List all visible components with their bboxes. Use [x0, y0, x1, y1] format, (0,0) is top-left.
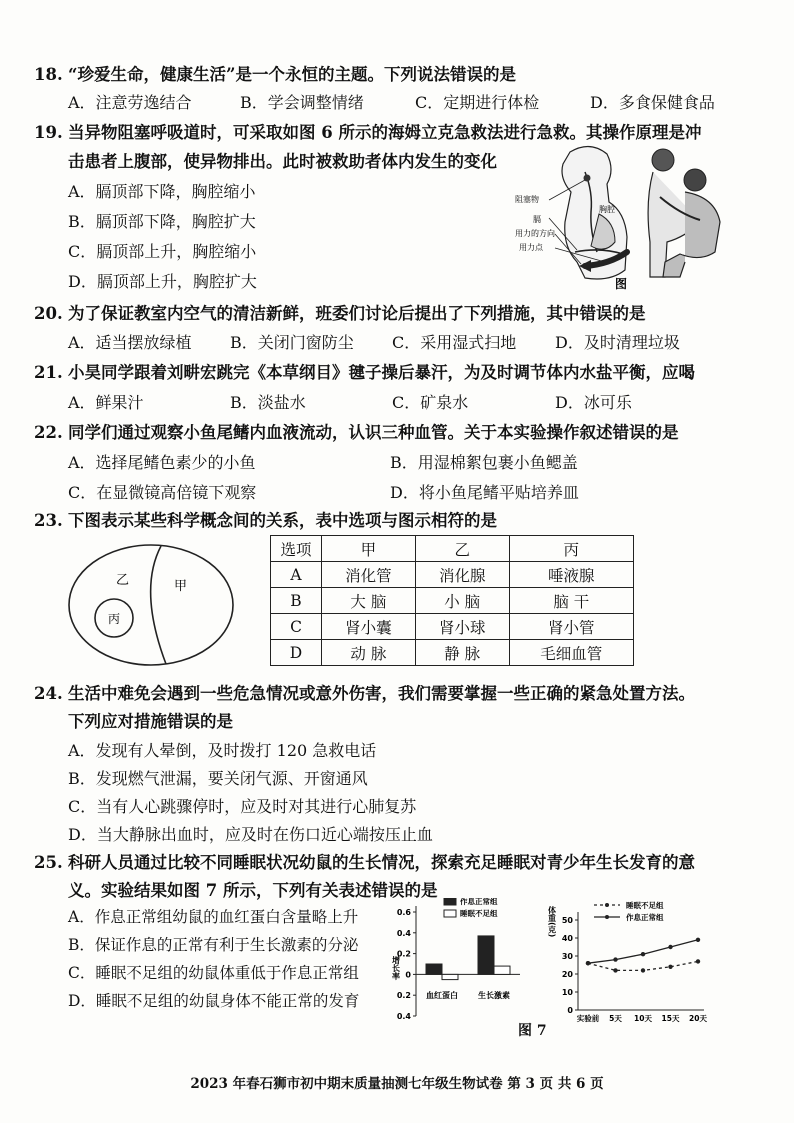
q19-option-c: C．膈顶部上升，胸腔缩小 [68, 242, 257, 261]
table-cell: 小 脑 [415, 588, 509, 614]
q19-option-d: D．膈顶部上升，胸腔扩大 [68, 272, 257, 291]
q24-option-a: A．发现有人晕倒，及时拨打 120 急救电话 [68, 741, 377, 760]
table-header-row [271, 536, 634, 562]
fig6-label-force-point: 用力点 [519, 243, 543, 252]
legend-marker [605, 915, 609, 919]
question-25-stem-2: 义。实验结果如图 7 所示，下列有关表述错误的是 [68, 881, 438, 900]
q22-option-d: D．将小鱼尾鳍平贴培养皿 [390, 483, 579, 502]
table-cell: B [271, 588, 322, 614]
table-row [271, 562, 634, 588]
x-tick-label: 实验前 [576, 1014, 600, 1023]
y-tick-label: 10 [561, 988, 573, 997]
q18-option-b: B．学会调整情绪 [240, 93, 364, 112]
question-19: 19. 当异物阻塞呼吸道时，可采取如图 6 所示的海姆立克急救法进行急救。其操作原理是冲 [34, 123, 702, 142]
figure-7-bar-chart [388, 898, 528, 1028]
y-tick-label: 0.4 [396, 1012, 411, 1021]
q21-option-d: D．冰可乐 [555, 393, 632, 412]
bar [494, 966, 510, 974]
table-cell: 脑 干 [509, 588, 633, 614]
figure-7-line-chart [548, 898, 708, 1028]
y-tick-label: 0.6 [396, 908, 411, 917]
q19-option-b: B．膈顶部下降，胸腔扩大 [68, 212, 256, 231]
fig6-label-blockage: 阻塞物 [515, 195, 539, 204]
data-point [696, 959, 700, 963]
table-header: 乙 [415, 536, 509, 562]
q20-option-b: B．关闭门窗防尘 [230, 333, 354, 352]
legend-label: 睡眠不足组 [626, 901, 664, 910]
table-cell: 静 脉 [415, 640, 509, 666]
venn-label-jia: 甲 [174, 579, 188, 594]
y-tick-label: 30 [561, 952, 573, 961]
q20-option-d: D．及时清理垃圾 [555, 333, 680, 352]
question-18: 18. “珍爱生命，健康生活”是一个永恒的主题。下列说法错误的是 [34, 65, 516, 84]
question-22-stem: 同学们通过观察小鱼尾鳍内血液流动，认识三种血管。关于本实验操作叙述错误的是 [67, 423, 679, 442]
table-header: 甲 [322, 536, 416, 562]
y-tick-label: 0.2 [396, 949, 411, 959]
venn-diagram [66, 540, 236, 670]
q24-option-d: D．当大静脉出血时，应及时在伤口近心端按压止血 [68, 825, 433, 844]
question-20: 20. 为了保证教室内空气的清洁新鲜，班委们讨论后提出了下列措施，其中错误的是 [34, 304, 646, 323]
question-19-stem-1: 当异物阻塞呼吸道时，可采取如图 6 所示的海姆立克急救法进行急救。其操作原理是冲 [67, 123, 702, 142]
question-24-stem-2: 下列应对措施错误的是 [68, 712, 233, 731]
x-tick-label: 生长激素 [478, 991, 510, 1001]
question-19-stem-2: 击患者上腹部，使异物排出。此时被救助者体内发生的变化 [68, 152, 497, 171]
q25-option-d: D．睡眠不足组的幼鼠身体不能正常的发育 [68, 992, 360, 1010]
q25-option-c: C．睡眠不足组的幼鼠体重低于作息正常组 [68, 964, 359, 982]
fig6-label-chest: 胸腔 [599, 205, 615, 214]
question-24-stem-1: 生活中难免会遇到一些危急情况或意外伤害，我们需要掌握一些正确的紧急处置方法。 [67, 684, 695, 703]
table-cell: 消化腺 [415, 562, 509, 588]
y-tick-label: 40 [561, 934, 573, 943]
q22-option-b: B．用湿棉絮包裹小鱼鳃盖 [390, 453, 578, 472]
figure-7-caption: 图 7 [518, 1023, 547, 1039]
data-point [586, 961, 590, 965]
table-cell: 肾小球 [415, 614, 509, 640]
question-21: 21. 小昊同学跟着刘畊宏跳完《本草纲目》毽子操后暴汗，为及时调节体内水盐平衡，应喝 [34, 363, 695, 382]
q18-option-d: D．多食保健食品 [590, 93, 715, 112]
q25-option-a: A．作息正常组幼鼠的血红蛋白含量略上升 [68, 908, 359, 926]
question-23: 23. 下图表示某些科学概念间的关系，表中选项与图示相符的是 [34, 511, 497, 530]
question-20-stem: 为了保证教室内空气的清洁新鲜，班委们讨论后提出了下列措施，其中错误的是 [67, 304, 646, 323]
table-header: 丙 [509, 536, 633, 562]
question-24: 24. 生活中难免会遇到一些危急情况或意外伤害，我们需要掌握一些正确的紧急处置方法。 [34, 684, 695, 703]
y-tick-label: 0 [405, 970, 411, 980]
table-cell: A [271, 562, 322, 588]
table-row [271, 588, 634, 614]
q23-table [270, 535, 634, 666]
question-25-stem-1: 科研人员通过比较不同睡眠状况幼鼠的生长情况，探索充足睡眠对青少年生长发育的意 [67, 853, 695, 872]
question-18-stem: “珍爱生命，健康生活”是一个永恒的主题。下列说法错误的是 [67, 65, 516, 84]
legend-label: 作息正常组 [460, 898, 498, 906]
x-tick-label: 10天 [634, 1014, 652, 1023]
data-point [668, 945, 672, 949]
y-tick-label: 0 [567, 1006, 573, 1015]
table-cell: 肾小管 [509, 614, 633, 640]
table-cell: 消化管 [322, 562, 416, 588]
data-point [641, 968, 645, 972]
bar [478, 936, 494, 974]
table-row [271, 640, 634, 666]
table-cell: C [271, 614, 322, 640]
y-axis-label: 体重(克) [548, 906, 557, 938]
q25-option-b: B．保证作息的正常有利于生长激素的分泌 [68, 936, 359, 954]
figure-6-heimlich [515, 142, 730, 292]
q21-option-a: A．鲜果汁 [68, 393, 144, 412]
table-cell: 肾小囊 [322, 614, 416, 640]
bar [442, 974, 458, 979]
y-tick-label: 0.4 [396, 928, 411, 938]
q24-option-b: B．发现燃气泄漏，要关闭气源、开窗通风 [68, 769, 368, 788]
bar [426, 964, 442, 974]
y-tick-label: 20 [561, 970, 573, 979]
x-tick-label: 20天 [689, 1014, 707, 1023]
q20-option-a: A．适当摆放绿植 [68, 333, 192, 352]
fig6-label-force-direction: 用力的方向 [515, 229, 555, 238]
table-row [271, 614, 634, 640]
y-tick-label: 50 [561, 916, 573, 925]
table-cell: 动 脉 [322, 640, 416, 666]
data-point [696, 938, 700, 942]
figure-6-caption: 图 [615, 277, 628, 291]
series-line [588, 940, 698, 963]
question-23-stem: 下图表示某些科学概念间的关系，表中选项与图示相符的是 [67, 511, 497, 530]
data-point [668, 965, 672, 969]
table-header: 选项 [271, 536, 322, 562]
question-21-stem: 小昊同学跟着刘畊宏跳完《本草纲目》毽子操后暴汗，为及时调节体内水盐平衡，应喝 [67, 363, 695, 382]
table-cell: 毛细血管 [509, 640, 633, 666]
table-cell: 大 脑 [322, 588, 416, 614]
page-footer: 2023 年春石狮市初中期末质量抽测七年级生物试卷 第 3 页 共 6 页 [190, 1076, 604, 1092]
legend-marker [605, 903, 609, 907]
y-axis-label: 增长率 [391, 956, 401, 980]
x-tick-label: 血红蛋白 [426, 991, 458, 1001]
x-tick-label: 15天 [661, 1014, 680, 1023]
fig6-label-diaphragm: 膈 [533, 215, 541, 224]
x-tick-label: 5天 [609, 1014, 622, 1023]
venn-label-bing: 丙 [108, 612, 121, 626]
data-point [613, 968, 617, 972]
q18-option-c: C．定期进行体检 [415, 93, 540, 112]
legend-label: 作息正常组 [626, 913, 664, 922]
question-22: 22. 同学们通过观察小鱼尾鳍内血液流动，认识三种血管。关于本实验操作叙述错误的是 [34, 423, 679, 442]
q22-option-a: A．选择尾鳍色素少的小鱼 [68, 453, 256, 472]
table-cell: D [271, 640, 322, 666]
venn-label-yi: 乙 [116, 573, 130, 588]
q22-option-c: C．在显微镜高倍镜下观察 [68, 483, 257, 502]
legend-label: 睡眠不足组 [460, 909, 498, 918]
q20-option-c: C．采用湿式扫地 [392, 333, 517, 352]
q19-option-a: A．膈顶部下降，胸腔缩小 [68, 182, 256, 201]
question-25: 25. 科研人员通过比较不同睡眠状况幼鼠的生长情况，探索充足睡眠对青少年生长发育的意 [34, 853, 695, 872]
q21-option-b: B．淡盐水 [230, 393, 306, 412]
q21-option-c: C．矿泉水 [392, 393, 469, 412]
legend-swatch [444, 910, 456, 917]
data-point [613, 957, 617, 961]
data-point [641, 952, 645, 956]
y-tick-label: 0.2 [396, 991, 411, 1001]
q18-option-a: A．注意劳逸结合 [68, 93, 192, 112]
q24-option-c: C．当有人心跳骤停时，应及时对其进行心肺复苏 [68, 797, 417, 816]
table-cell: 唾液腺 [509, 562, 633, 588]
legend-swatch [444, 898, 456, 905]
